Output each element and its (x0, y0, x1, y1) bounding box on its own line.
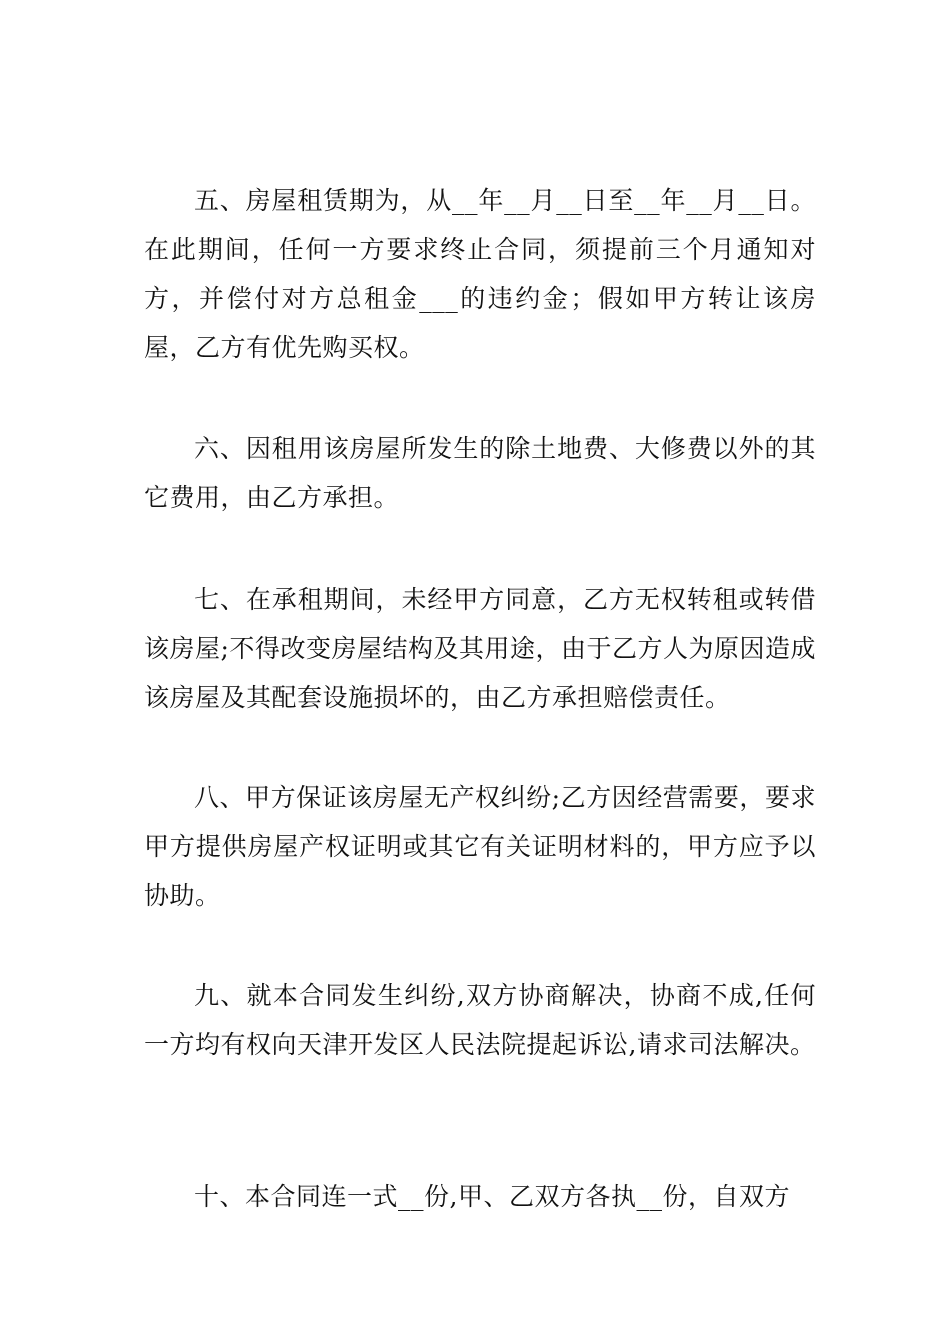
clause-5-paragraph: 五、房屋租赁期为，从__年__月__日至__年__月__日。在此期间，任何一方要求终止合同，须提前三个月通知对方，并偿付对方总租金___的违约金；假如甲方转让该房屋，乙方有优先购买权。 (144, 186, 816, 362)
clause-8-paragraph: 八、甲方保证该房屋无产权纠纷;乙方因经营需要，要求甲方提供房屋产权证明或其它有关证明材料的，甲方应予以协助。 (144, 783, 816, 910)
clause-6-paragraph: 六、因租用该房屋所发生的除土地费、大修费以外的其它费用，由乙方承担。 (144, 434, 816, 512)
clause-9-paragraph: 九、就本合同发生纠纷,双方协商解决，协商不成,任何一方均有权向天津开发区人民法院提起诉讼,请求司法解决。 (144, 981, 816, 1059)
clause-7-paragraph: 七、在承租期间，未经甲方同意，乙方无权转租或转借该房屋;不得改变房屋结构及其用途，由于乙方人为原因造成该房屋及其配套设施损坏的，由乙方承担赔偿责任。 (144, 585, 816, 712)
clause-10-paragraph: 十、本合同连一式__份,甲、乙双方各执__份，自双方 (194, 1182, 790, 1211)
